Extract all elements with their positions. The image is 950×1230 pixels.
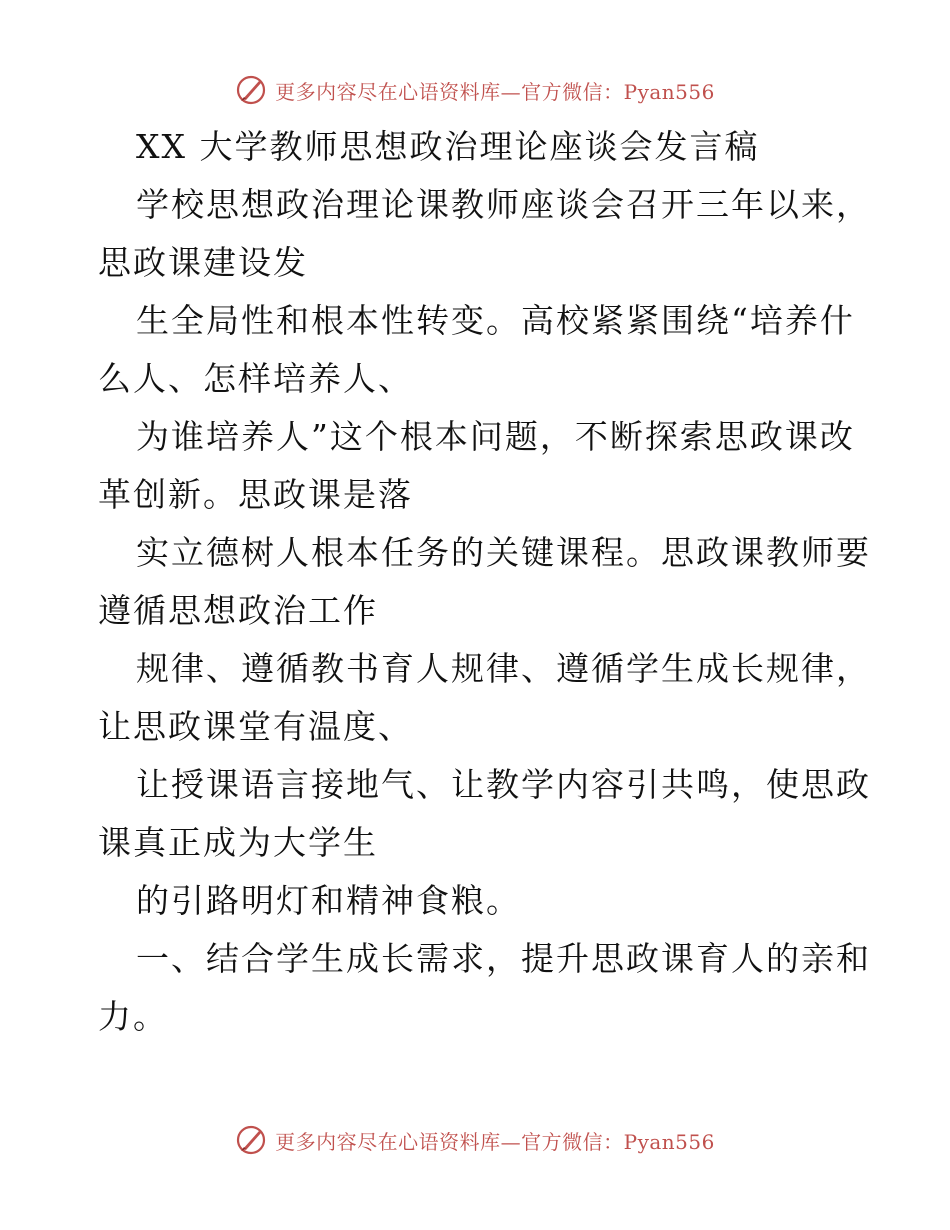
paragraph-line-6 xyxy=(98,756,871,872)
line-text: 么人、怎样培养人、 xyxy=(98,359,413,398)
watermark-text: 更多内容尽在心语资料库—官方微信：Pyan556 xyxy=(275,79,715,104)
section-heading-1 xyxy=(98,930,871,1046)
line-text: 一、结合学生成长需求，提升思政课育人的亲和 xyxy=(136,939,871,978)
paragraph-line-7 xyxy=(98,872,858,930)
quill-pen-logo-icon xyxy=(235,74,267,106)
line-text: 革创新。思政课是落 xyxy=(98,475,413,514)
line-text: 实立德树人根本任务的关键课程。思政课教师要 xyxy=(136,533,871,572)
line-text: 让思政课堂有温度、 xyxy=(98,707,413,746)
line-text: 规律、遵循教书育人规律、遵循学生成长规律， xyxy=(136,649,871,688)
watermark-group xyxy=(235,74,715,106)
line-text: 为谁培养人”这个根本问题，不断探索思政课改 xyxy=(136,417,855,456)
line-text: 课真正成为大学生 xyxy=(98,823,378,862)
line-text: 让授课语言接地气、让教学内容引共鸣，使思政 xyxy=(136,765,871,804)
paragraph-line-4 xyxy=(98,524,871,640)
footer-watermark xyxy=(0,1120,950,1160)
paragraph-line-3 xyxy=(98,408,858,524)
paragraph-line-1 xyxy=(98,176,871,292)
line-text: 遵循思想政治工作 xyxy=(98,591,378,630)
watermark-text: 更多内容尽在心语资料库—官方微信：Pyan556 xyxy=(275,1129,715,1154)
watermark-group xyxy=(235,1124,715,1156)
line-text: 力。 xyxy=(98,997,168,1036)
line-text: 思政课建设发 xyxy=(98,243,308,282)
quill-pen-logo-icon xyxy=(235,1124,267,1156)
header-watermark xyxy=(0,70,950,110)
paragraph-line-2 xyxy=(98,292,858,408)
document-title: XX 大学教师思想政治理论座谈会发言稿 xyxy=(136,127,760,166)
line-text: 学校思想政治理论课教师座谈会召开三年以来， xyxy=(136,185,871,224)
line-text: 的引路明灯和精神食粮。 xyxy=(136,881,521,920)
document-body xyxy=(98,118,871,1046)
paragraph-line-5 xyxy=(98,640,871,756)
line-text: 生全局性和根本性转变。高校紧紧围绕“培养什 xyxy=(136,301,855,340)
